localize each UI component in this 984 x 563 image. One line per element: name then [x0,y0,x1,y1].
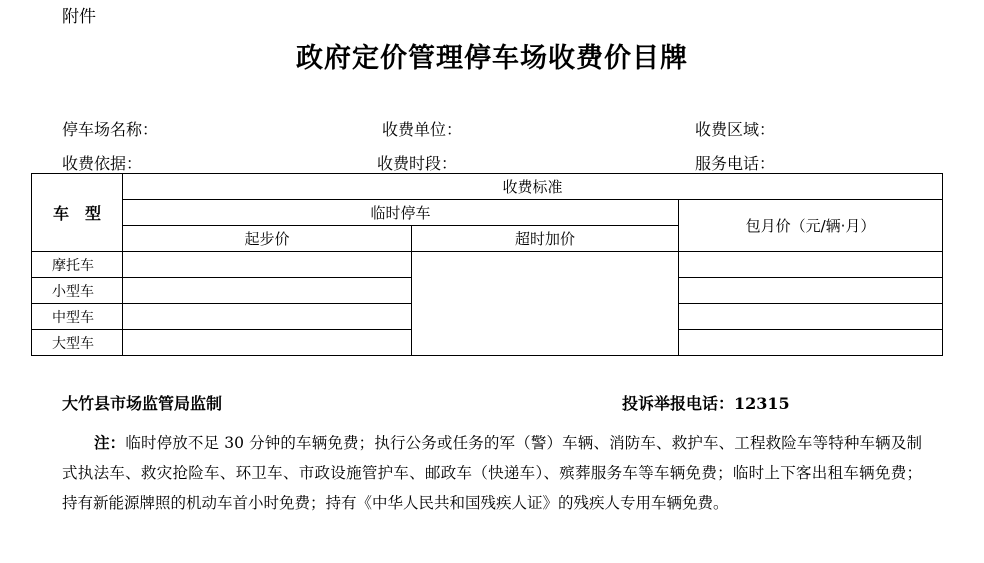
notice-label: 注： [94,433,126,452]
row-label-small: 小型车 [32,278,123,304]
start-price-cell [123,330,412,356]
row-label-large: 大型车 [32,330,123,356]
start-price-cell [123,304,412,330]
page-title: 政府定价管理停车场收费价目牌 [296,43,688,74]
charging-period-label: 收费时段： [377,154,458,173]
start-price-cell [123,252,412,278]
monthly-price-header: 包月价（元/辆·月） [679,200,943,252]
start-price-cell [123,278,412,304]
monthly-price-cell [679,304,943,330]
attachment-label: 附件 [62,7,96,27]
monthly-price-cell [679,252,943,278]
overtime-price-cell [412,252,679,356]
overtime-price-header: 超时加价 [412,226,679,252]
charging-basis-label: 收费依据： [62,154,143,173]
fee-standard-header: 收费标准 [123,174,943,200]
complaint-phone-label: 投诉举报电话： [622,394,735,413]
vehicle-type-header: 车 型 [32,174,123,252]
row-label-motorcycle: 摩托车 [32,252,123,278]
complaint-phone-number: 12315 [734,394,790,413]
lot-name-label: 停车场名称： [62,120,159,139]
supervisor-label: 大竹县市场监管局监制 [62,394,223,413]
monthly-price-cell [679,330,943,356]
charging-unit-label: 收费单位： [382,120,463,139]
notice-paragraph [62,428,922,518]
complaint-phone [622,391,790,414]
start-price-header: 起步价 [123,226,412,252]
service-phone-label: 服务电话： [695,154,776,173]
row-label-medium: 中型车 [32,304,123,330]
charging-area-label: 收费区域： [695,120,776,139]
notice-text: 临时停放不足 30 分钟的车辆免费；执行公务或任务的军（警）车辆、消防车、救护车、工程救险车等特种车辆及制式执法车、救灾抢险车、环卫车、市政设施管护车、邮政车（快递车）、殡葬服务车等车辆免费；临时上下客出租车辆免费；持有新能源牌照的机动车首小时免费；持有《中华人民共和国残疾人证》的残疾人专用车辆免费。 [62,434,922,512]
fee-table [31,173,943,356]
temporary-parking-header: 临时停车 [123,200,679,226]
monthly-price-cell [679,278,943,304]
